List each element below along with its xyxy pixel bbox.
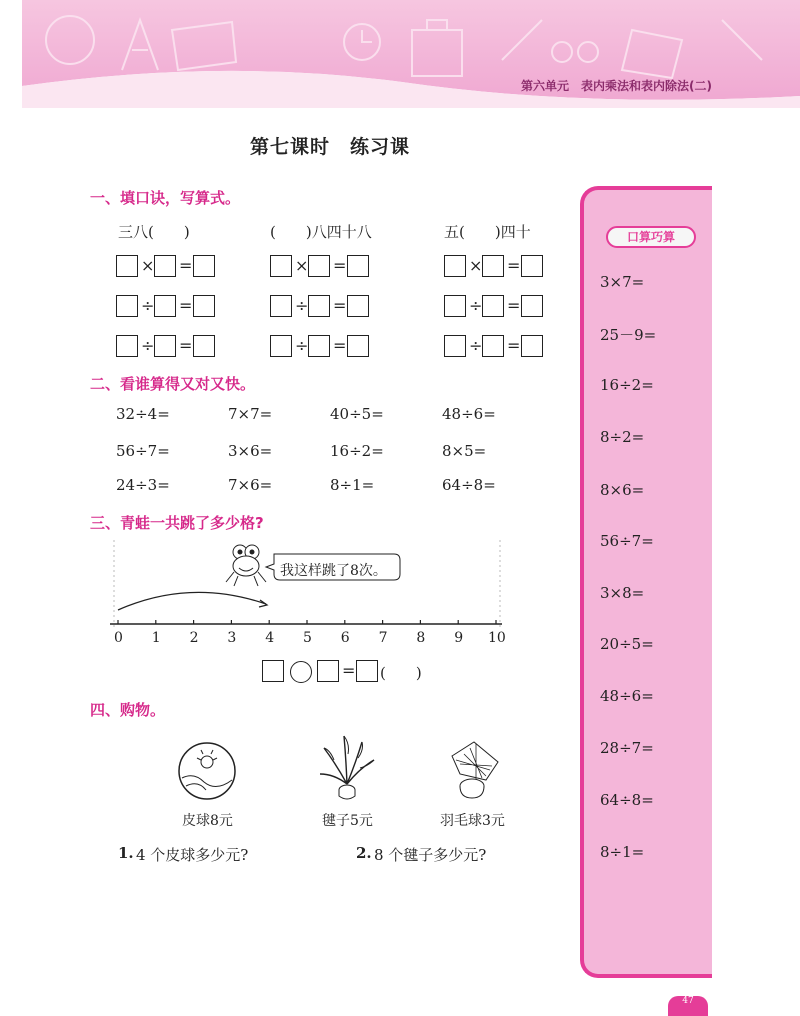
operator-circle[interactable] — [290, 661, 312, 683]
number-line-label: 5 — [303, 630, 312, 646]
answer-box[interactable] — [356, 660, 378, 682]
operator-sign: = — [333, 336, 347, 355]
badminton-shuttlecock-icon — [446, 736, 504, 802]
answer-box[interactable] — [193, 335, 215, 357]
calc-item: 32÷4= — [116, 405, 170, 423]
sidebar-item: 28÷7= — [600, 739, 654, 757]
answer-box[interactable] — [317, 660, 339, 682]
operator-sign: = — [179, 336, 193, 355]
sidebar-item: 56÷7= — [600, 532, 654, 550]
question-2-number: 2. — [356, 844, 372, 862]
answer-unit: ( ) — [380, 664, 422, 682]
operator-sign: ÷ — [469, 336, 483, 355]
operator-sign: = — [507, 256, 521, 275]
operator-sign: × — [141, 256, 155, 275]
operator-sign: ÷ — [295, 296, 309, 315]
ball-icon — [176, 740, 238, 802]
question-2-text: 8 个毽子多少元? — [374, 846, 487, 864]
speech-bubble-text: 我这样跳了8次。 — [280, 563, 387, 579]
answer-box[interactable] — [482, 295, 504, 317]
section1-heading: 一、填口诀，写算式。 — [90, 189, 241, 207]
calc-item: 64÷8= — [442, 476, 496, 494]
question-1-text: 4 个皮球多少元? — [136, 846, 249, 864]
number-line-label: 4 — [265, 630, 275, 646]
sidebar-item: 20÷5= — [600, 635, 654, 653]
operator-sign: × — [469, 256, 483, 275]
answer-box[interactable] — [308, 255, 330, 277]
answer-box[interactable] — [116, 255, 138, 277]
sidebar-item: 3×7= — [600, 273, 645, 291]
answer-box[interactable] — [347, 335, 369, 357]
answer-box[interactable] — [444, 335, 466, 357]
frog-icon — [226, 545, 266, 586]
answer-box[interactable] — [154, 255, 176, 277]
page-number: 47 — [668, 996, 708, 1016]
sidebar-badge: 口算巧算 — [606, 226, 696, 248]
operator-sign: ÷ — [141, 336, 155, 355]
answer-box[interactable] — [347, 255, 369, 277]
calc-item: 40÷5= — [330, 405, 384, 423]
operator-sign: = — [333, 296, 347, 315]
calc-item: 48÷6= — [442, 405, 496, 423]
mnemonic-2: ( )八四十八 — [270, 223, 372, 241]
section2-heading: 二、看谁算得又对又快。 — [90, 375, 256, 393]
number-line-label: 3 — [227, 630, 237, 646]
answer-box[interactable] — [154, 295, 176, 317]
mnemonic-3: 五( )四十 — [444, 223, 531, 241]
number-line-label: 9 — [454, 630, 464, 646]
calc-item: 16÷2= — [330, 442, 384, 460]
answer-box[interactable] — [154, 335, 176, 357]
operator-sign: ÷ — [469, 296, 483, 315]
item-label-shuttlecock: 毽子5元 — [322, 813, 373, 829]
operator-sign: = — [179, 296, 193, 315]
answer-box[interactable] — [270, 335, 292, 357]
lesson-title: 第七课时 练习课 — [249, 136, 410, 158]
number-line-label: 10 — [488, 630, 506, 646]
calc-item: 24÷3= — [116, 476, 170, 494]
operator-sign: × — [295, 256, 309, 275]
answer-box[interactable] — [521, 295, 543, 317]
number-line-label: 8 — [416, 630, 426, 646]
answer-box[interactable] — [521, 335, 543, 357]
calc-item: 8×5= — [442, 442, 487, 460]
calc-item: 56÷7= — [116, 442, 170, 460]
answer-box[interactable] — [116, 335, 138, 357]
answer-box[interactable] — [482, 335, 504, 357]
answer-box[interactable] — [308, 295, 330, 317]
sidebar-item: 48÷6= — [600, 687, 654, 705]
answer-box[interactable] — [116, 295, 138, 317]
question-1-number: 1. — [118, 844, 134, 862]
number-line-label: 1 — [151, 630, 161, 646]
answer-box[interactable] — [262, 660, 284, 682]
calc-item: 3×6= — [228, 442, 273, 460]
answer-box[interactable] — [482, 255, 504, 277]
calc-item: 7×6= — [228, 476, 273, 494]
item-label-badminton: 羽毛球3元 — [440, 813, 505, 829]
sidebar-item: 3×8= — [600, 584, 645, 602]
item-label-ball: 皮球8元 — [182, 813, 233, 829]
operator-sign: = — [507, 296, 521, 315]
answer-box[interactable] — [444, 255, 466, 277]
sidebar-item: 64÷8= — [600, 791, 654, 809]
equals-sign: = — [342, 661, 356, 680]
sidebar-item: 16÷2= — [600, 376, 654, 394]
operator-sign: = — [507, 336, 521, 355]
mnemonic-1: 三八( ) — [118, 223, 190, 241]
number-line-label: 6 — [340, 630, 350, 646]
section4-heading: 四、购物。 — [90, 701, 166, 719]
shuttlecock-feather-icon — [316, 734, 378, 806]
answer-box[interactable] — [270, 255, 292, 277]
answer-box[interactable] — [270, 295, 292, 317]
number-line-label: 7 — [378, 630, 388, 646]
operator-sign: ÷ — [141, 296, 155, 315]
sidebar-item: 8×6= — [600, 481, 645, 499]
answer-box[interactable] — [193, 295, 215, 317]
operator-sign: = — [333, 256, 347, 275]
calc-item: 7×7= — [228, 405, 273, 423]
answer-box[interactable] — [193, 255, 215, 277]
answer-box[interactable] — [347, 295, 369, 317]
sidebar-item: 25－9= — [600, 326, 657, 344]
answer-box[interactable] — [308, 335, 330, 357]
section3-heading: 三、青蛙一共跳了多少格? — [90, 514, 264, 532]
answer-box[interactable] — [444, 295, 466, 317]
operator-sign: = — [179, 256, 193, 275]
sidebar-item: 8÷1= — [600, 843, 645, 861]
number-line-label: 0 — [114, 630, 123, 646]
unit-title: 第六单元 表内乘法和表内除法(二) — [521, 79, 712, 93]
calc-item: 8÷1= — [330, 476, 375, 494]
operator-sign: ÷ — [295, 336, 309, 355]
number-line-label: 2 — [189, 630, 199, 646]
sidebar-item: 8÷2= — [600, 428, 645, 446]
answer-box[interactable] — [521, 255, 543, 277]
